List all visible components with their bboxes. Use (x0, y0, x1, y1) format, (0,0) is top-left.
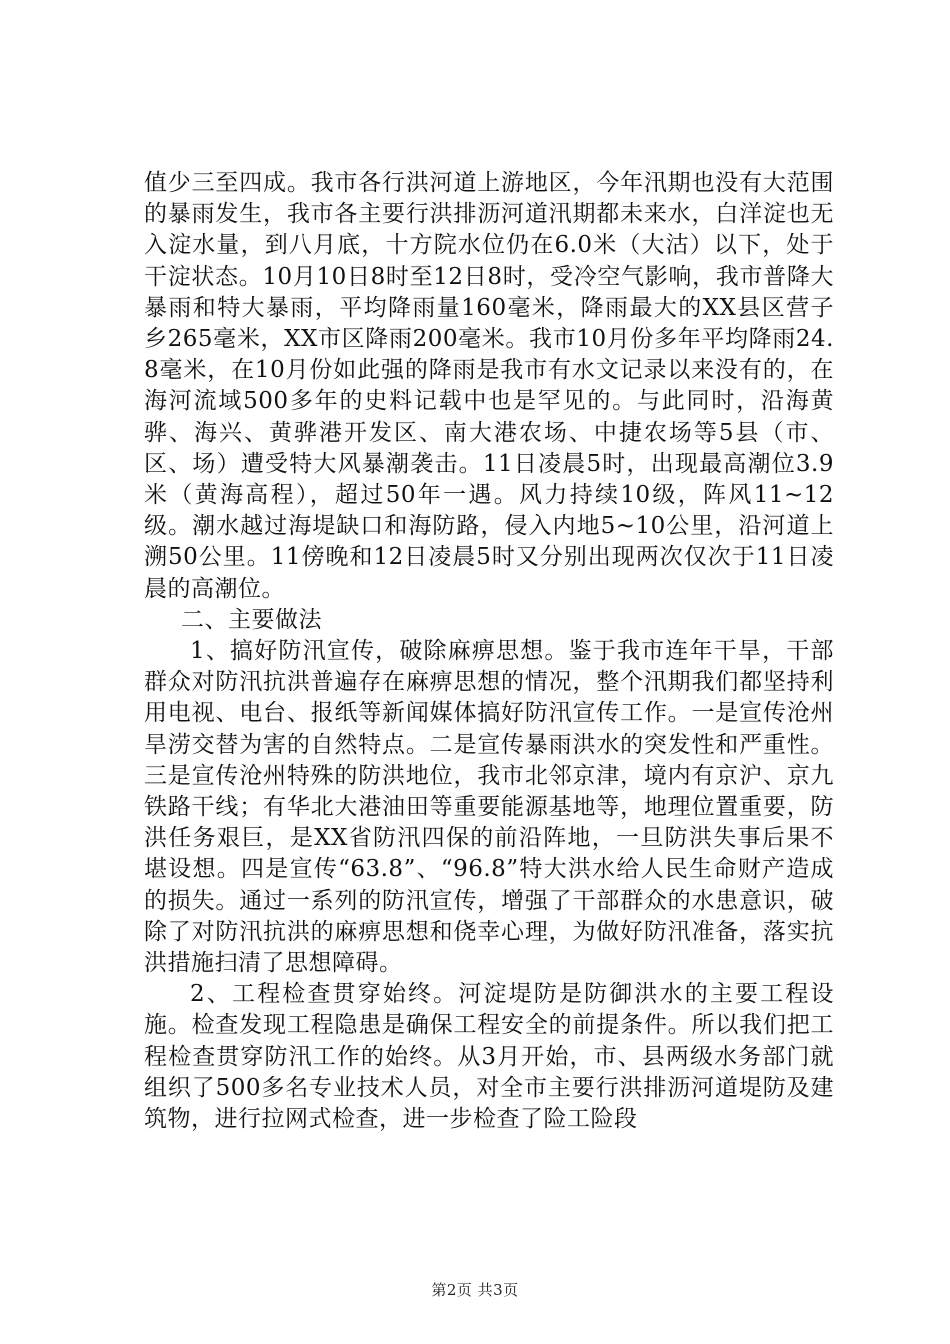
paragraph-publicity: 1、搞好防汛宣传，破除麻痹思想。鉴于我市连年干旱，干部群众对防汛抗洪普遍存在麻痹思想的情况，整个汛期我们都坚持利用电视、电台、报纸等新闻媒体搞好防汛宣传工作。一是宣传沧州旱涝交替为害的自然特点。二是宣传暴雨洪水的突发性和严重性。三是宣传沧州特殊的防洪地位，我市北邻京津，境内有京沪、京九铁路干线；有华北大港油田等重要能源基地等，地理位置重要，防洪任务艰巨，是XX省防汛四保的前沿阵地，一旦防洪失事后果不堪设想。四是宣传“63.8”、“96.8”特大洪水给人民生命财产造成的损失。通过一系列的防汛宣传，增强了干部群众的水患意识，破除了对防汛抗洪的麻痹思想和侥幸心理，为做好防汛准备，落实抗洪措施扫清了思想障碍。 (144, 638, 834, 977)
page-footer: 第2页 共3页 (431, 1281, 519, 1299)
paragraph-continuation: 值少三至四成。我市各行洪河道上游地区，今年汛期也没有大范围的暴雨发生，我市各主要行洪排沥河道汛期都未来水，白洋淀也无入淀水量，到八月底，十方院水位仍在6.0米（大沽）以下，处于干淀状态。10月10日8时至12日8时，受冷空气影响，我市普降大暴雨和特大暴雨，平均降雨量160毫米，降雨最大的XX县区营子乡265毫米，XX市区降雨200毫米。我市10月份多年平均降雨24.8毫米，在10月份如此强的降雨是我市有水文记录以来没有的，在海河流域500多年的史料记载中也是罕见的。与此同时，沿海黄骅、海兴、黄骅港开发区、南大港农场、中捷农场等5县（市、区、场）遭受特大风暴潮袭击。11日凌晨5时，出现最高潮位3.9米（黄海高程），超过50年一遇。风力持续10级，阵风11~12级。潮水越过海堤缺口和海防路，侵入内地5~10公里，沿河道上溯50公里。11傍晚和12日凌晨5时又分别出现两次仅次于11日凌晨的高潮位。 (144, 170, 834, 602)
paragraph-inspection: 2、工程检查贯穿始终。河淀堤防是防御洪水的主要工程设施。检查发现工程隐患是确保工程安全的前提条件。所以我们把工程检查贯穿防汛工作的始终。从3月开始，市、县两级水务部门就组织了500多名专业技术人员，对全市主要行洪排沥河道堤防及建筑物，进行拉网式检查，进一步检查了险工险段 (144, 981, 834, 1133)
document-body (144, 168, 834, 1135)
section-heading: 二、主要做法 (181, 606, 322, 633)
